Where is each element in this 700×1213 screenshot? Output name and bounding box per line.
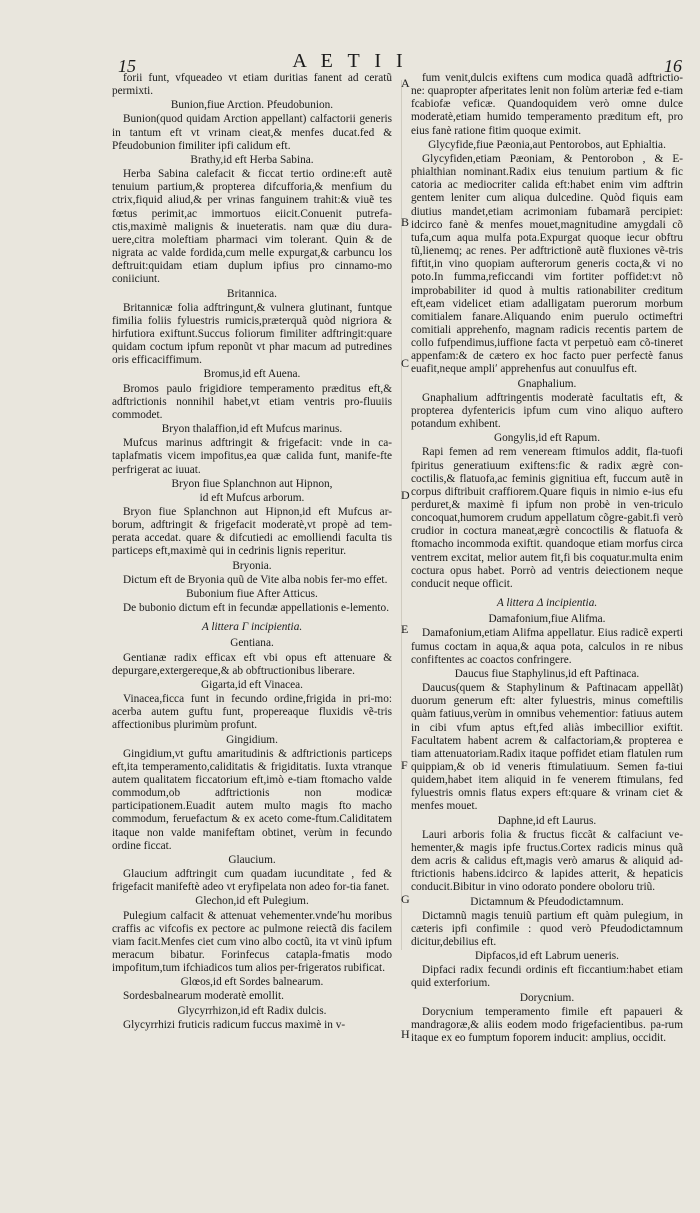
paragraph: Gentianæ radix efficax eft vbi opus eft attenuare & depurgare,extergereque,& ab obftructionibus liberare.	[112, 651, 392, 677]
paragraph: De bubonio dictum eft in fecundæ appellationis e-lemento.	[123, 602, 390, 615]
paragraph: Rapi femen ad rem veneream ftimulos addit, fla-tuofi fpiritus generatiuum exiftens:fic & radix ægrè con-coctilis,& flatuofa,ac feminis gignitiua eft, fuccum autẽ in corpus diftribuit craffiorem.Quare fiquis in nimio e-ius efu perduret,& maximè fi ipfum non probè in ven-triculo concoquat,humorem crudum appellatum cõgre-gabit.fi verò crudior in coctura maneat,ægrè concoctilis & flatuofa & ftomacho incommoda exiftit. quandoque etiam morfus circa ventrem excitat, melior autem fit,fi bis coquatur.multa enim coctura opus habet. Porrò ad ventris deiectionem neque conducit neque officit.	[411, 446, 683, 590]
entry-heading: Damafonium,fiue Alifma.	[488, 613, 606, 626]
paragraph: Dictum eft de Bryonia quũ de Vite alba nobis fer-mo effet.	[123, 573, 388, 586]
paragraph: Bunion(quod quidam Arction appellant) calfactorii generis in tantum eft vt vrinam cieat,& menfes ducat.fed & Pfeudobunion fimiliter ipfi calidum eft.	[112, 113, 392, 152]
entry-heading: Gingidium.	[226, 733, 278, 746]
entry-heading: Bunion,fiue Arction. Pfeudobunion.	[170, 99, 334, 112]
paragraph: Damafonium,etiam Alifma appellatur. Eius radicẽ experti fumus coctam in aqua,& aqua pota, calculos in re nibus confiftentes ac coactos confringere.	[411, 627, 683, 666]
paragraph: Gnaphalium adftringentis moderatè facultatis eft, & propterea dyfentericis ipfum cum vino aliquo auftero potandum exhibent.	[411, 391, 683, 431]
paragraph: Gingidium,vt guftu amaritudinis & adftrictionis particeps eft,ita temperamento,caliditatis & frigiditatis. Iuxta vtranque autem qualitatem ficcatorium eft,imò e-tiam ftomacho valde commodum,ob adftrictionis non modicæ participationem.Euadit autem multo magis fto macho commodum, feruefactum & ex aceto come-ftum.Caliditatem itaque non valde manifeftam obtinet, verùm in fecundo ordine ficcat.	[112, 747, 392, 852]
margin-letter-g: G	[401, 892, 410, 906]
right-page-number: 16	[664, 56, 682, 76]
entry-heading: Dorycnium.	[519, 991, 575, 1004]
paragraph: Lauri arboris folia & fructus ficcãt & calfaciunt ve-hementer,& magis ipfe fructus.Cortex radicis minus quã dem acris & calidus eft,magis verò amarus & aliquid ad-ftrictionis habens.idcirco & lapides atterit, & hepaticis conducit.Bibitur in vino odorato pondere oboloru triũ.	[411, 828, 683, 894]
entry-heading: Gongylis,id eft Rapum.	[493, 432, 601, 445]
entry-heading: Bryonia.	[232, 559, 272, 572]
paragraph: Vinacea,ficca funt in fecundo ordine,frigida in pri-mo: acerba autem guftu funt, propereaque fluxidis vẽ-tris affectionibus plurimùm profunt.	[112, 693, 392, 732]
entry-heading: Bryon thalaffion,id eft Mufcus marinus.	[161, 423, 343, 436]
margin-letter-d: D	[401, 488, 410, 502]
paragraph: Sordesbalnearum moderatè emollit.	[123, 990, 284, 1003]
paragraph: Britannicæ folia adftringunt,& vulnera glutinant, funtque fimilia foliis fyluestris rumicis,præterquã quòd nigriora & hirfutiora exiftunt.Succus foliorum fimiliter adftringit:quare quidam coctum ipfum reponũt vt phar macum ad putredines oris efficaciffimum.	[112, 301, 392, 367]
column-gutter	[401, 80, 402, 950]
paragraph: Pulegium calfacit & attenuat vehementer.vndeʹhu moribus craffis ac vifcofis ex pectore ac pulmone reiectã dis facilem viam facit.Menfes ciet cum vino albo coctũ, ita vt vinũ ipfum meracum bibatur. Forinfecus catapla-fmatis modo impofitum,tum ifchiadicos tum alios per-frigeratos rubificat.	[112, 909, 392, 975]
entry-heading: Glycyfide,fiue Pæonia,aut Pentorobos, aut Ephialtia.	[428, 138, 666, 151]
margin-letter-a: A	[401, 76, 410, 90]
entry-heading: Gentiana.	[230, 637, 274, 650]
section-heading: A littera Δ incipientia.	[496, 597, 598, 610]
entry-heading: Dipfacos,id eft Labrum ueneris.	[475, 950, 619, 963]
paragraph: Dipfaci radix fecundi ordinis eft ficcantium:habet etiam quid exterforium.	[411, 964, 683, 990]
left-column	[112, 72, 392, 1032]
margin-letter-f: F	[401, 758, 408, 772]
margin-letter-e: E	[401, 622, 409, 636]
paragraph: fum venit,dulcis exiftens cum modica quadã adftrictio-ne: quapropter afperitates lenit non folùm arteriæ fed e-tiam fcabiofæ veficæ. Quandoquidem verò omne dulce moderatè,etiam humido temperamento præditum eft, pro eius fanè ratione fitim quoque eximit.	[411, 72, 683, 137]
entry-heading: Glycyrrhizon,id eft Radix dulcis.	[177, 1004, 327, 1017]
paragraph: Glycyfiden,etiam Pæoniam, & Pentorobon , & E-phialthian nominant.Radix eius tenuium partium & fic catoria ac mediocriter calida eft:habet enim vim adftrin gentem leniter cum aliqua dulcedine. Quòd fiquis eam diutius mandet,etiam acrimoniam fubamarã percipiet: idcirco fanè & menfes mouet,magnitudine amygdali cõ tufa,cum aqua mulfa pota.Expurgat quoque iecur obftru tũ,lienemq; ac renes. Per adftrictionẽ autẽ fluxiones vẽ-tris fiftit,in vino quopiam aufterorum generis cocta,& vi no poto.In fumma,reficcandi vim fortiter poffidet:vt nõ improbabiliter id quod à multis rationabiliter creditum eft,eam videlicet etiam adalligatam puerorum morbum comitialem fanare.Aliquando enim puerulo octimeftri comitiali apprehenfo, magnam radicis recentis partem de collo fufpendimus,iuffione facta vt perpetuò eam cõ-tineret appenfam:& de cætero ex hoc facto puer perfectè fanus euafit,neque ampliʹ apprehenfus aut conuulfus eft.	[411, 152, 683, 376]
running-title: A E T I I	[292, 50, 408, 72]
entry-heading: Bromus,id eft Auena.	[203, 368, 301, 381]
paragraph: Herba Sabina calefacit & ficcat tertio ordine:eft autẽ tenuium partium,& propterea difcufforia,& menfium du ctrix,fiquid aliud,& per vrinas fanguinem trahit:& viuẽ tes fœtus perimit,ac immortuos eiicit.Conuenit putrefa-ctis,maximè malignis & inueteratis. nam quæ diu dura-uere,citra moleftiam pharmaci vim tolerant. Quin & de nigrata ac valde fordida,cum melle expurgat,& carbuncu los deftruit:quidam etiam duplum ipfius pro cinnamo-mo coniiciunt.	[112, 168, 392, 286]
entry-heading: Bryon fiue Splanchnon aut Hipnon,	[171, 477, 333, 490]
entry-heading: Gnaphalium.	[517, 377, 577, 390]
entry-heading: Daphne,id eft Laurus.	[497, 814, 597, 827]
paragraph: Glaucium adftringit cum quadam iucunditate , fed & frigefacit manifeftè adeo vt eryfipelata non adeo for-tia fanet.	[112, 868, 392, 894]
paragraph: Mufcus marinus adftringit & frigefacit: vnde in ca-taplafmatis vicem impofitus,ea quæ calida funt, manife-fte perfrigerat ac iuuat.	[112, 437, 392, 476]
paragraph: Bromos paulo frigidiore temperamento præditus eft,& adftrictionis nonnihil habet,vt etiam ventris pro-fluuiis commodet.	[112, 382, 392, 421]
paragraph: Glycyrrhizi fruticis radicum fuccus maximè in v-	[123, 1018, 346, 1031]
entry-heading: Glaucium.	[228, 853, 276, 866]
paragraph: Daucus(quem & Staphylinum & Paftinacam appellãt) duorum generum eft: alter fyluestris, minus comeftilis quàm fatiuus,verùm in omnibus vehementior: fatiuus autem in cibi vfum aptus eft,fed aliàs imbecillior exiftit. Facultatem habent acrem & calfactoriam,& propterea e tiam attenuatoriam.Radix itaque poffidet etiam flatulen rum quippiam,& ob id veneris ftimulatiuum. Semen fa-tiui quidem,habet item aliquid in fe venerem ftimulans, fed fyluestris omnis flatus expers eft:quare & vrinam ciet & menfes mouet.	[411, 682, 683, 813]
paragraph: Dictamnũ magis tenuiũ partium eft quàm pulegium, in cæteris ipfi confimile : quod verò Pfeudodictamnum dicitur,debilius eft.	[411, 909, 683, 948]
entry-heading: Bubonium fiue After Atticus.	[186, 587, 318, 600]
entry-heading: Glechon,id eft Pulegium.	[195, 895, 309, 908]
margin-letter-b: B	[401, 215, 410, 229]
paragraph: forii funt, vfqueadeo vt etiam duritias fanent ad ceratũ permixti.	[112, 72, 392, 98]
entry-heading: Britannica.	[227, 287, 277, 300]
entry-heading: Glœos,id eft Sordes balnearum.	[180, 976, 324, 989]
entry-heading: Gigarta,id eft Vinacea.	[201, 678, 303, 691]
entry-heading: Brathy,id eft Herba Sabina.	[190, 153, 314, 166]
paragraph: Dorycnium temperamento fimile eft papaueri & mandragoræ,& aliis eodem modo frigefacientibus. pa-rum itaque ex eo fumptum foporem inducit: amplius, occidit.	[411, 1005, 683, 1045]
right-column	[411, 72, 683, 1045]
margin-letter-c: C	[401, 356, 410, 370]
entry-heading: id eft Mufcus arborum.	[199, 491, 305, 504]
section-heading: A littera Γ incipientia.	[201, 621, 303, 634]
entry-heading: Dictamnum & Pfeudodictamnum.	[470, 895, 624, 908]
paragraph: Bryon fiue Splanchnon aut Hipnon,id eft Mufcus ar-borum, adftringit & frigefacit moderatè,vt propè ad tem-perata accedat. quare & difcutiedi ac emolliendi faculta tis particeps eft,maximè qui in cedrinis lignis reperitur.	[112, 506, 392, 558]
left-page-number: 15	[118, 56, 136, 76]
margin-letter-h: H	[401, 1027, 410, 1041]
entry-heading: Daucus fiue Staphylinus,id eft Paftinaca.	[454, 667, 640, 680]
